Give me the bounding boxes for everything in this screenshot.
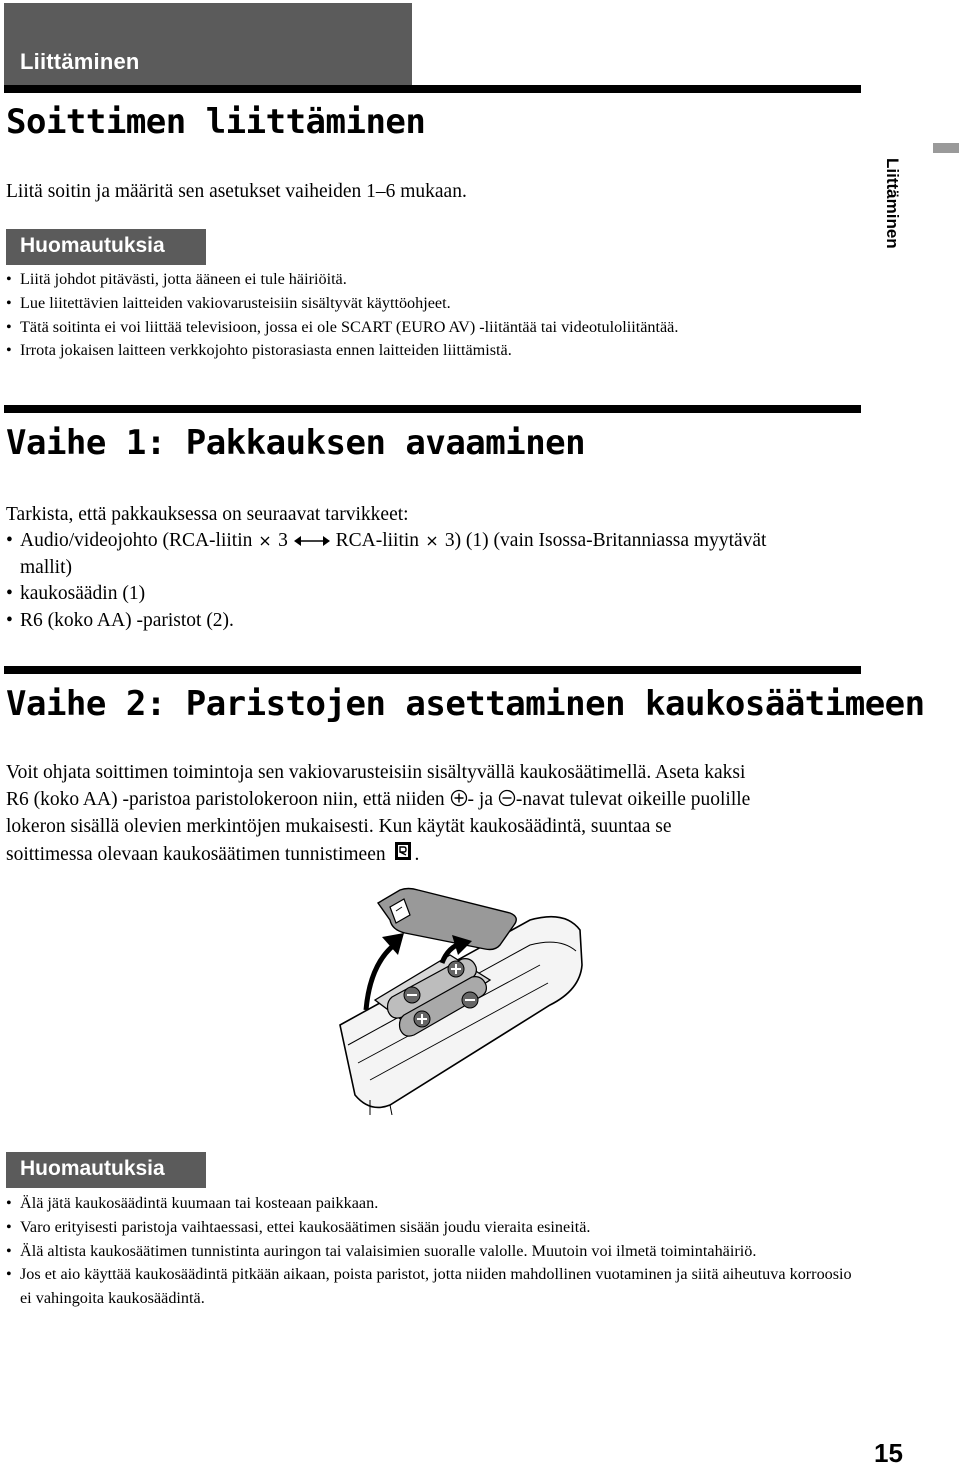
list-item: • Varo erityisesti paristoja vaihtaessasi, ettei kaukosäätimen sisään joudu vieraita esineitä. <box>6 1217 591 1236</box>
header-rule <box>4 85 861 93</box>
multiply-icon <box>257 534 273 548</box>
section-rule <box>4 666 861 674</box>
side-tab-label: Liittäminen <box>883 158 902 249</box>
section-tab-label: Liittäminen <box>20 49 140 74</box>
notes-label-text: Huomautuksia <box>20 1157 165 1180</box>
notes-list <box>6 1192 866 1311</box>
list-item: • Lue liitettävien laitteiden vakiovarusteisiin sisältyvät käyttöohjeet. <box>6 293 451 312</box>
section-tab <box>4 3 412 85</box>
notes-label <box>6 1152 206 1188</box>
multiply-icon <box>424 534 440 548</box>
step2-title: Vaihe 2: Paristojen asettaminen kaukosäätimeen <box>6 684 925 724</box>
list-item: • kaukosäädin (1) <box>6 583 146 604</box>
list-item: • Liitä johdot pitävästi, jotta ääneen ei tule häiriöitä. <box>6 270 347 288</box>
double-arrow-icon <box>293 534 331 548</box>
list-item: • Älä jätä kaukosäädintä kuumaan tai kosteaan paikkaan. <box>6 1194 379 1212</box>
minus-terminal-icon <box>498 789 516 807</box>
list-item: • Tätä soitinta ei voi liittää televisioon, jossa ei ole SCART (EURO AV) -liitäntää tai videotuloliitäntää. <box>6 317 679 336</box>
page-title: Soittimen liittäminen <box>6 102 426 142</box>
side-tab <box>878 158 906 268</box>
list-item: • Älä altista kaukosäätimen tunnistinta auringon tai valaisimien suoralle valolle. Muutoin voi ilmetä toimintahäiriö. <box>6 1241 757 1260</box>
side-tab-marker <box>933 143 959 153</box>
plus-terminal-icon <box>450 789 468 807</box>
step2-paragraph: Voit ohjata soittimen toimintoja sen vakiovarusteisiin sisältyvällä kaukosäätimellä. Aseta kaksi R6 (koko AA) -paristoa paristolokeroon niin, että niiden - ja -navat tulevat oikeille puolille lokeron sisällä olevien merkintöjen mukaisesti. Kun käytät kaukosäädintä, suuntaa se soittimessa olevaan kaukosäätimen tunnistimeen . <box>6 762 751 865</box>
battery-insertion-illustration <box>330 885 590 1115</box>
remote-sensor-icon <box>391 840 415 862</box>
section-rule <box>4 405 861 413</box>
notes-label-text: Huomautuksia <box>20 234 165 257</box>
page-number: 15 <box>874 1438 903 1468</box>
notes-list <box>6 268 856 363</box>
notes-label <box>6 229 206 265</box>
step1-title: Vaihe 1: Pakkauksen avaaminen <box>6 423 586 463</box>
list-item: • Audio/videojohto (RCA-liitin 3 RCA-liitin 3) (1) (vain Isossa-Britanniassa myytävät mallit) <box>6 530 767 578</box>
intro-text: Liitä soitin ja määritä sen asetukset vaiheiden 1–6 mukaan. <box>6 181 467 202</box>
step1-list <box>6 528 866 634</box>
step1-intro: Tarkista, että pakkauksessa on seuraavat tarvikkeet: <box>6 504 409 525</box>
list-item: • Jos et aio käyttää kaukosäädintä pitkään aikaan, poista paristot, jotta niiden mahdollinen vuotaminen ja siitä aiheutuva korroosio ei vahingoita kaukosäädintä. <box>6 1265 852 1308</box>
list-item: • R6 (koko AA) -paristot (2). <box>6 609 234 631</box>
list-item: • Irrota jokaisen laitteen verkkojohto pistorasiasta ennen laitteiden liittämistä. <box>6 341 512 360</box>
